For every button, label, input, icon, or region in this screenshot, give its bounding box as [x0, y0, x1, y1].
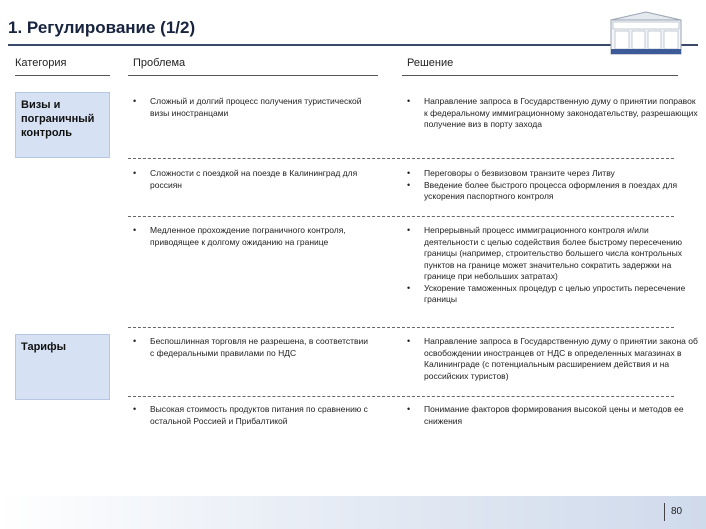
- solution-cell: [407, 404, 699, 427]
- problem-cell: [133, 336, 371, 359]
- bullet-icon: •: [133, 225, 137, 235]
- header-rule-category: [15, 75, 110, 76]
- bullet-icon: •: [407, 404, 411, 414]
- bullet-icon: •: [407, 336, 411, 346]
- header-category: Категория: [15, 57, 67, 69]
- bullet-icon: •: [133, 96, 137, 106]
- header-solution: Решение: [407, 57, 454, 69]
- building-logo-icon: [607, 10, 685, 58]
- solution-item: • Направление запроса в Государственную думу о принятии закона об освобождении иностранцев от НДС в определенных магазинах в Калининграде (с потенциальным расширением действия и на российских туристов): [407, 336, 698, 381]
- header-rule-problem: [128, 75, 378, 76]
- bullet-icon: •: [407, 168, 411, 178]
- category-visa-border: [15, 92, 110, 158]
- problem-cell: [133, 168, 371, 191]
- bullet-icon: •: [407, 282, 411, 293]
- category-label: Тарифы: [21, 341, 67, 353]
- solution-item: • Направление запроса в Государственную думу о принятии поправок к федеральному иммиграционному законодательству, разрешающих получение виз в порту захода: [407, 96, 698, 129]
- problem-item: • Сложный и долгий процесс получения туристической визы иностранцами: [133, 96, 362, 118]
- footer-band: [0, 496, 706, 529]
- problem-cell: [133, 96, 371, 119]
- solution-cell: [407, 168, 699, 203]
- bullet-icon: •: [407, 179, 411, 190]
- problem-cell: [133, 404, 371, 427]
- header-problem: Проблема: [133, 57, 186, 69]
- bullet-icon: •: [133, 336, 137, 346]
- row-separator: [128, 396, 674, 397]
- header-rule-solution: [402, 75, 678, 76]
- solution-cell: [407, 225, 699, 306]
- problem-item: • Беспошлинная торговля не разрешена, в соответствии с федеральными правилами по НДС: [133, 336, 369, 358]
- page-title: 1. Регулирование (1/2): [8, 18, 196, 37]
- solution-item: • Введение более быстрого процесса оформления в поездах для ускорения паспортного контроля: [407, 179, 678, 201]
- bullet-icon: •: [133, 168, 137, 178]
- bullet-icon: •: [407, 225, 411, 235]
- category-tariffs: [15, 334, 110, 400]
- page-number: 80: [671, 506, 683, 517]
- category-label: Визы и пограничный контроль: [21, 99, 95, 139]
- problem-item: • Сложности с поездкой на поезде в Калининград для россиян: [133, 168, 358, 190]
- solution-item: • Непрерывный процесс иммиграционного контроля и/или деятельности с целью содействия более быстрому пересечению границы (например, строительство большего числа контрольных пунктов на границе может значительно сократить задержки на границе при небольших затратах): [407, 225, 683, 281]
- solution-cell: [407, 96, 699, 131]
- solution-cell: [407, 336, 699, 382]
- problem-item: • Медленное прохождение пограничного контроля, приводящее к долгому ожиданию на границе: [133, 225, 346, 247]
- row-separator: [128, 216, 674, 217]
- solution-item: • Понимание факторов формирования высокой цены и методов ее снижения: [407, 404, 684, 426]
- row-separator: [128, 158, 674, 159]
- page-number-divider: [664, 503, 665, 521]
- problem-item: • Высокая стоимость продуктов питания по сравнению с остальной Россией и Прибалтикой: [133, 404, 368, 426]
- bullet-icon: •: [133, 404, 137, 414]
- solution-item: • Переговоры о безвизовом транзите через Литву: [407, 168, 615, 178]
- title-underline: [8, 44, 698, 46]
- problem-cell: [133, 225, 371, 248]
- solution-item: • Ускорение таможенных процедур с целью упростить пересечение границы: [407, 282, 686, 304]
- bullet-icon: •: [407, 96, 411, 106]
- row-separator: [128, 327, 674, 328]
